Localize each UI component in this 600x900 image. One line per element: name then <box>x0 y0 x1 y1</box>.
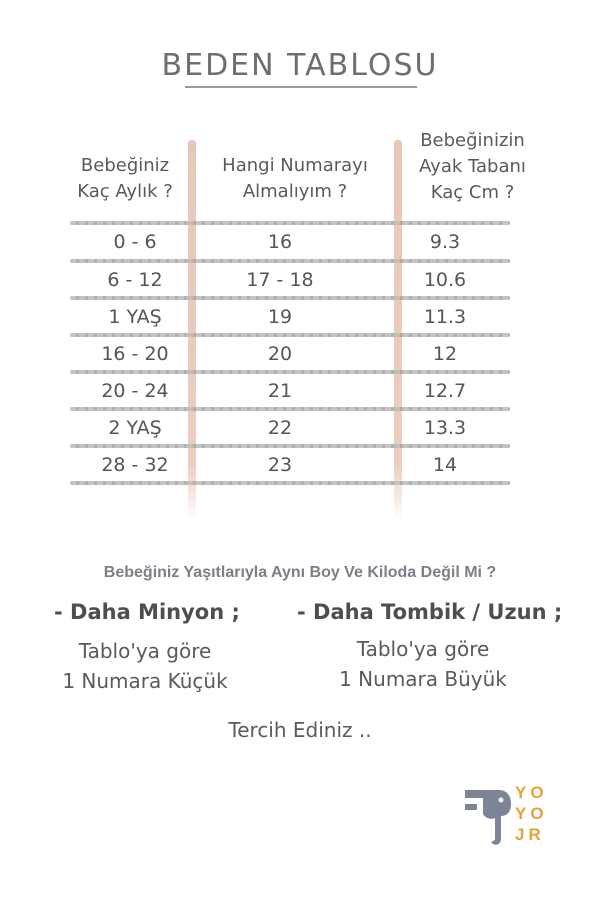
cell-cm: 14 <box>432 454 458 476</box>
cell-cm: 11.3 <box>423 306 467 328</box>
table-row <box>70 448 510 485</box>
logo-letters <box>515 782 548 845</box>
logo-letter-row-1: YO <box>515 783 548 802</box>
header-size-line-2: Almalıyım ? <box>242 181 348 202</box>
option-smaller-line-2: 1 Numara Küçük <box>62 669 228 693</box>
table-row <box>70 337 510 374</box>
header-age-line-1: Bebeğiniz <box>80 155 170 176</box>
cell-cm: 13.3 <box>423 417 467 439</box>
cell-size: 17 - 18 <box>246 269 314 291</box>
elephant-icon <box>463 784 515 850</box>
logo-letter-row-3: JR <box>515 825 545 844</box>
cell-age: 0 - 6 <box>113 231 157 253</box>
cell-size: 16 <box>267 231 293 253</box>
option-bigger-title: - Daha Tombik / Uzun ; <box>297 600 563 624</box>
cell-size: 20 <box>267 343 293 365</box>
option-smaller-text <box>40 636 250 696</box>
cell-age: 20 - 24 <box>101 380 169 402</box>
option-bigger-text <box>318 634 528 694</box>
cell-age: 2 YAŞ <box>108 417 162 439</box>
option-smaller-line-1: Tablo'ya göre <box>78 639 212 663</box>
table-row <box>70 225 510 262</box>
fit-question: Bebeğiniz Yaşıtlarıyla Aynı Boy Ve Kiloda Değil Mi ? <box>103 564 497 581</box>
header-age-line-2: Kaç Aylık ? <box>77 181 173 202</box>
cell-age: 1 YAŞ <box>108 306 162 328</box>
header-foot-length <box>405 128 540 206</box>
cell-size: 21 <box>267 380 293 402</box>
header-foot-line-2: Ayak Tabanı <box>419 156 526 177</box>
table-row <box>70 300 510 337</box>
header-size <box>200 153 390 205</box>
cell-cm: 12.7 <box>423 380 467 402</box>
header-size-line-1: Hangi Numarayı <box>222 155 368 176</box>
cell-size: 19 <box>267 306 293 328</box>
cell-cm: 12 <box>432 343 458 365</box>
cell-cm: 9.3 <box>429 231 461 253</box>
brand-logo <box>463 782 553 852</box>
option-smaller-title: - Daha Minyon ; <box>54 600 240 624</box>
option-bigger-line-2: 1 Numara Büyük <box>339 667 507 691</box>
header-age <box>60 153 190 205</box>
cell-age: 16 - 20 <box>101 343 169 365</box>
cell-age: 28 - 32 <box>101 454 169 476</box>
title-underline <box>185 86 417 88</box>
table-row <box>70 411 510 448</box>
cell-size: 22 <box>267 417 293 439</box>
table-row <box>70 374 510 411</box>
table-row <box>70 263 510 300</box>
row-divider <box>70 481 510 485</box>
cell-age: 6 - 12 <box>107 269 163 291</box>
logo-letter-row-2: YO <box>515 804 548 823</box>
option-bigger-line-1: Tablo'ya göre <box>356 637 490 661</box>
page-title: BEDEN TABLOSU <box>161 48 439 83</box>
cell-cm: 10.6 <box>423 269 467 291</box>
header-foot-line-3: Kaç Cm ? <box>430 182 515 203</box>
cell-size: 23 <box>267 454 293 476</box>
header-foot-line-1: Bebeğinizin <box>420 130 525 151</box>
closing-note: Tercih Ediniz .. <box>228 718 372 742</box>
